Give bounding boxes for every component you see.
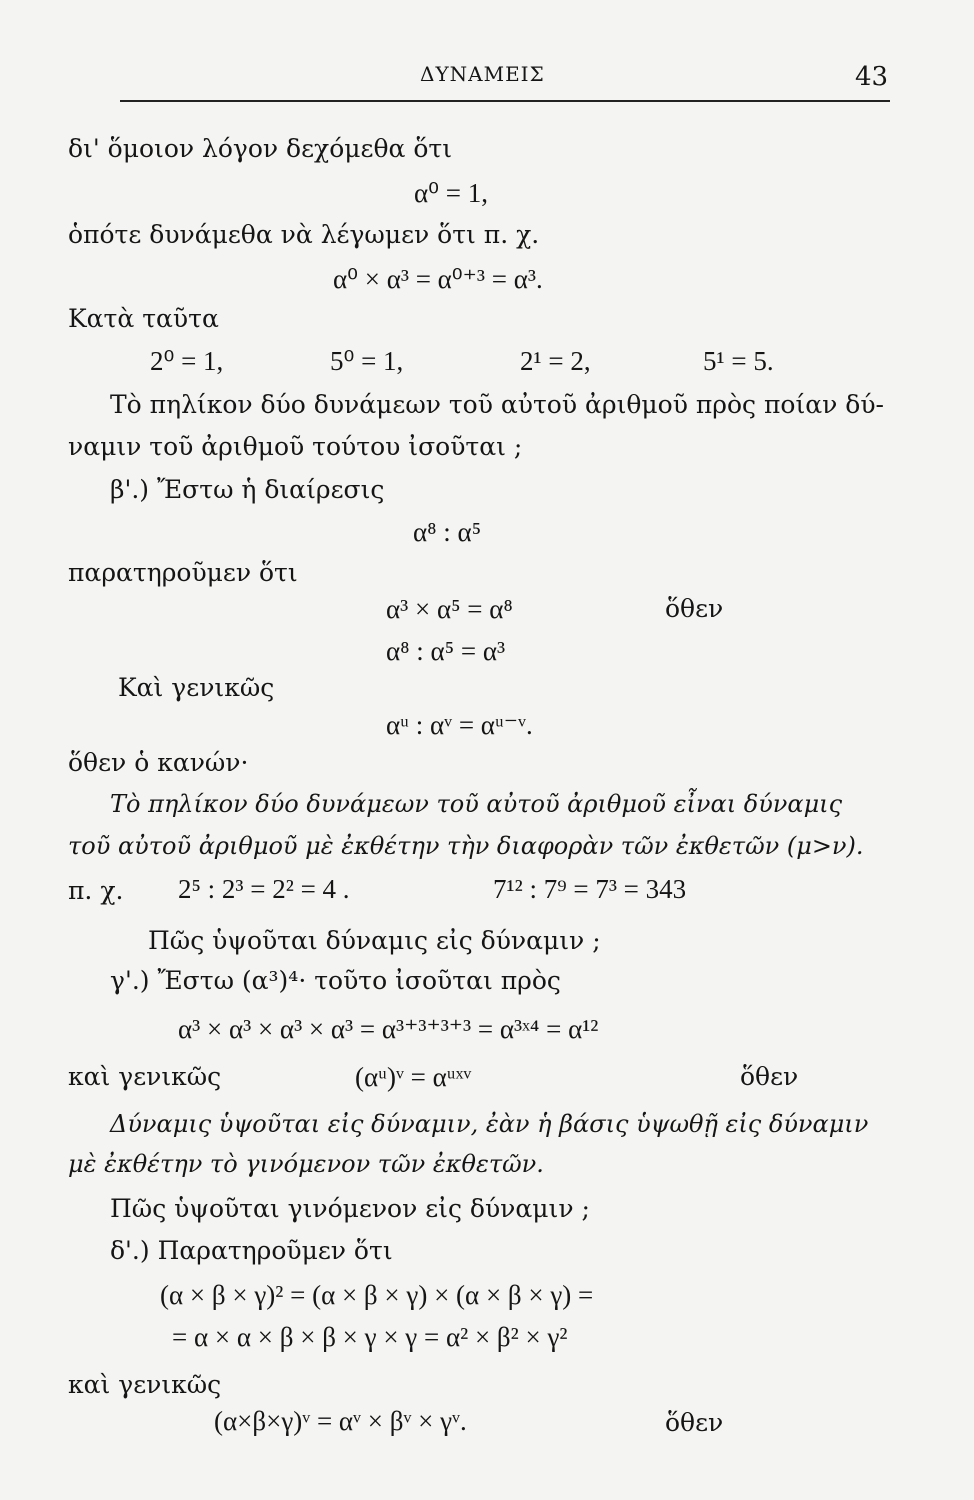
- rule-text-line: μὲ ἐκθέτην τὸ γινόμενον τῶν ἐκθετῶν.: [68, 1150, 544, 1178]
- formula-line: α³ × α⁵ = α⁸: [386, 594, 513, 624]
- formula-item: 5¹ = 5.: [703, 346, 774, 376]
- formula-line: (α×β×γ)ᵛ = αᵛ × βᵛ × γᵛ.: [214, 1406, 467, 1436]
- text-line: ὅθεν: [665, 1408, 724, 1437]
- rule-text-line: τοῦ αὐτοῦ ἀριθμοῦ μὲ ἐκθέτην τὴν διαφορὰν τῶν ἐκθετῶν (μ>ν).: [68, 832, 864, 860]
- text-line: Κατὰ ταῦτα: [68, 304, 219, 333]
- formula-item: 5⁰ = 1,: [330, 346, 404, 376]
- formula-item: (αᵘ)ᵛ = αᵘˣᵛ: [355, 1062, 472, 1092]
- formula-line: α³ × α³ × α³ × α³ = α³⁺³⁺³⁺³ = α³ˣ⁴ = α¹²: [178, 1014, 599, 1044]
- text-line: ὅθεν ὁ κανών·: [68, 748, 249, 777]
- rule-text-line: Δύναμις ὑψοῦται εἰς δύναμιν, ἐὰν ἡ βάσις ὑψωθῇ εἰς δύναμιν: [110, 1110, 869, 1138]
- text-line: ὅθεν: [665, 594, 724, 623]
- text-line: γ'.) Ἔστω (α³)⁴· τοῦτο ἰσοῦται πρὸς: [110, 966, 561, 995]
- formula-item: 7¹² : 7⁹ = 7³ = 343: [493, 874, 687, 904]
- text-line: Τὸ πηλίκον δύο δυνάμεων τοῦ αὐτοῦ ἀριθμοῦ πρὸς ποίαν δύ-: [110, 390, 884, 419]
- formula-line: α⁰ × α³ = α⁰⁺³ = α³.: [333, 264, 543, 294]
- formula-line: α⁸ : α⁵ = α³: [386, 636, 506, 666]
- formula-item: 2¹ = 2,: [520, 346, 591, 376]
- text-line: καὶ γενικῶς: [68, 1370, 222, 1399]
- formula-line: αᵘ : αᵛ = αᵘ⁻ᵛ.: [386, 710, 533, 740]
- text-line: π. χ.: [68, 876, 124, 905]
- text-line: Πῶς ὑψοῦται γινόμενον εἰς δύναμιν ;: [110, 1194, 590, 1223]
- page-number: 43: [855, 62, 889, 92]
- text-line: παρατηροῦμεν ὅτι: [68, 558, 298, 587]
- text-line: Πῶς ὑψοῦται δύναμις εἰς δύναμιν ;: [148, 926, 601, 955]
- rule-text-line: Τὸ πηλίκον δύο δυνάμεων τοῦ αὐτοῦ ἀριθμοῦ εἶναι δύναμις: [110, 790, 843, 818]
- text-line: καὶ γενικῶς: [68, 1062, 222, 1091]
- formula-line: α⁸ : α⁵: [413, 517, 482, 547]
- formula-line: (α × β × γ)² = (α × β × γ) × (α × β × γ) =: [160, 1280, 594, 1310]
- formula-item: 2⁰ = 1,: [150, 346, 224, 376]
- text-line: δι' ὅμοιον λόγον δεχόμεθα ὅτι: [68, 134, 453, 163]
- formula-line: = α × α × β × β × γ × γ = α² × β² × γ²: [172, 1322, 568, 1352]
- text-line: β'.) Ἔστω ἡ διαίρεσις: [110, 475, 385, 504]
- text-line: ναμιν τοῦ ἀριθμοῦ τούτου ἰσοῦται ;: [68, 432, 523, 461]
- text-line: Καὶ γενικῶς: [118, 673, 275, 702]
- formula-item: 2⁵ : 2³ = 2² = 4 .: [178, 874, 350, 904]
- text-line: δ'.) Παρατηροῦμεν ὅτι: [110, 1236, 393, 1265]
- header-rule: [120, 100, 890, 102]
- formula-line: α⁰ = 1,: [414, 178, 488, 208]
- text-line: ὁπότε δυνάμεθα νὰ λέγωμεν ὅτι π. χ.: [68, 220, 540, 249]
- running-header-title: ΔΥΝΑΜΕΙΣ: [420, 62, 545, 86]
- text-line: ὅθεν: [740, 1062, 799, 1091]
